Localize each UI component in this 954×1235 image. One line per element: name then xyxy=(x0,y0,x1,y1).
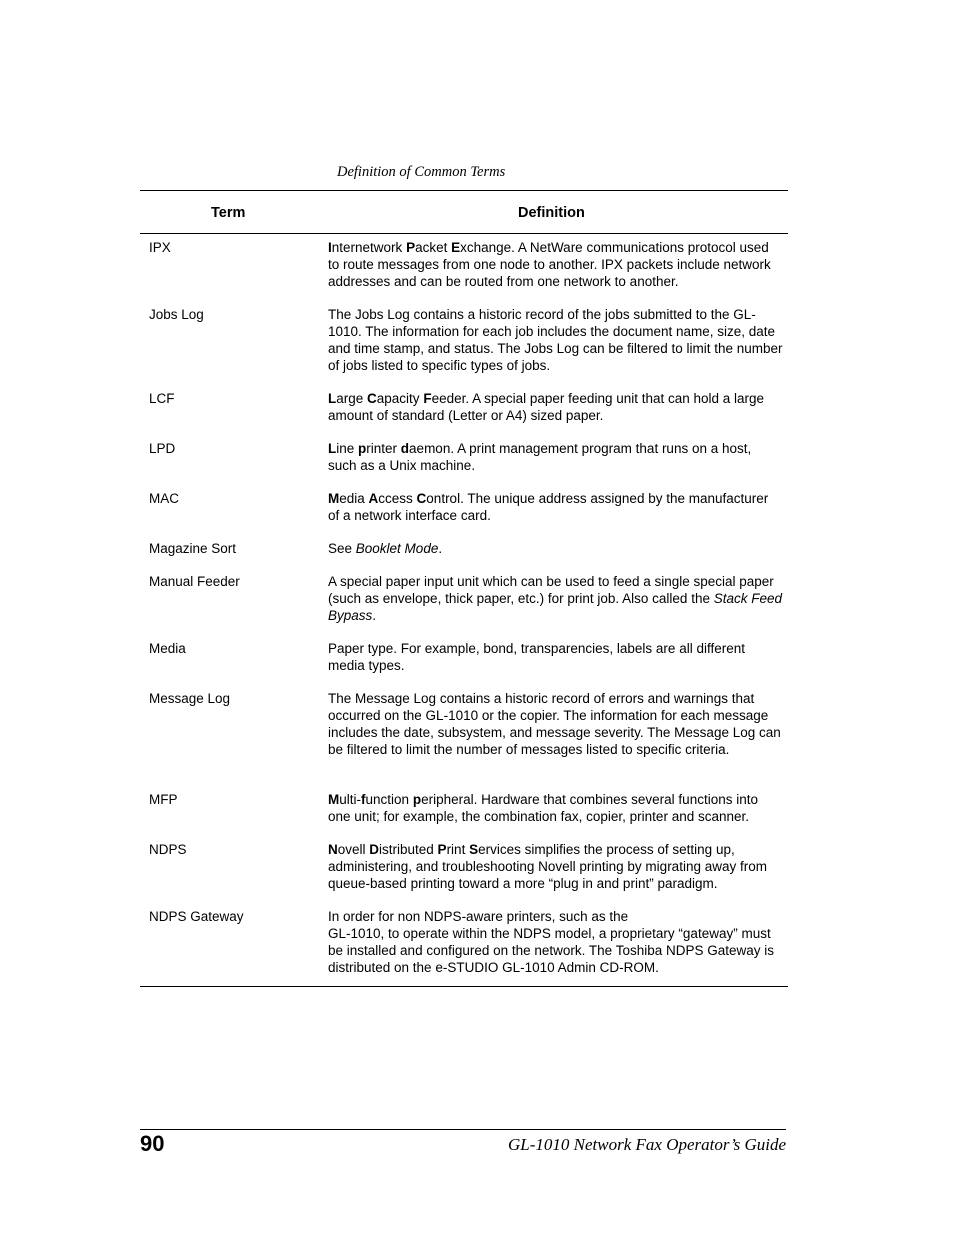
definition-cell: Paper type. For example, bond, transparencies, labels are all different media types. xyxy=(328,641,745,673)
table-header-rule xyxy=(140,233,788,234)
definition-cell: Novell Distributed Print Services simplifies the process of setting up, administering, and troubleshooting Novell printing by migrating away from queue-based printing toward a more “plug in and print” paradigm. xyxy=(328,842,767,891)
table-caption: Definition of Common Terms xyxy=(337,164,506,180)
term-cell: NDPS xyxy=(149,842,187,857)
term-cell: IPX xyxy=(149,240,171,255)
guide-title: GL-1010 Network Fax Operator’s Guide xyxy=(508,1135,786,1154)
definition-cell: The Jobs Log contains a historic record of the jobs submitted to the GL-1010. The information for each job includes the document name, size, date and time stamp, and status. The Jobs Log can be filtered to limit the number of jobs listed to specific types of jobs. xyxy=(328,307,783,373)
table-bottom-rule xyxy=(140,986,788,987)
footer-rule xyxy=(140,1129,786,1130)
term-cell: LPD xyxy=(149,441,176,456)
term-cell: Message Log xyxy=(149,691,231,706)
definition-cell: Multi-function peripheral. Hardware that combines several functions into one unit; for example, the combination fax, copier, printer and scanner. xyxy=(328,792,758,824)
definition-cell: In order for non NDPS-aware printers, such as the GL-1010, to operate within the NDPS model, a proprietary “gateway” must be installed and configured on the network. The Toshiba NDPS Gateway is distributed on the e-STUDIO GL-1010 Admin CD-ROM. xyxy=(328,909,775,975)
term-cell: LCF xyxy=(149,391,175,406)
term-cell: Jobs Log xyxy=(149,307,204,322)
table-top-rule xyxy=(140,190,788,191)
page-number: 90 xyxy=(140,1131,165,1156)
definition-cell: A special paper input unit which can be used to feed a single special paper (such as envelope, thick paper, etc.) for print job. Also called the Stack Feed Bypass. xyxy=(328,574,783,623)
term-cell: Magazine Sort xyxy=(149,541,237,556)
term-cell: Media xyxy=(149,641,186,656)
definition-cell: See Booklet Mode. xyxy=(328,541,443,556)
definition-cell: Internetwork Packet Exchange. A NetWare communications protocol used to route messages from one node to another. IPX packets include network addresses and can be routed from one network to another. xyxy=(328,240,771,289)
term-cell: MFP xyxy=(149,792,178,807)
definition-column-header: Definition xyxy=(518,205,585,221)
definition-cell: Large Capacity Feeder. A special paper feeding unit that can hold a large amount of standard (Letter or A4) sized paper. xyxy=(328,391,765,423)
term-cell: MAC xyxy=(149,491,179,506)
term-column-header: Term xyxy=(211,205,246,221)
definition-cell: Line printer daemon. A print management program that runs on a host, such as a Unix machine. xyxy=(328,441,752,473)
term-cell: NDPS Gateway xyxy=(149,909,244,924)
definition-cell: Media Access Control. The unique address assigned by the manufacturer of a network interface card. xyxy=(328,491,769,523)
term-cell: Manual Feeder xyxy=(149,574,240,589)
definition-cell: The Message Log contains a historic record of errors and warnings that occurred on the GL-1010 or the copier. The information for each message includes the date, subsystem, and message severity. The Message Log can be filtered to limit the number of messages listed to specific criteria. xyxy=(328,691,781,757)
